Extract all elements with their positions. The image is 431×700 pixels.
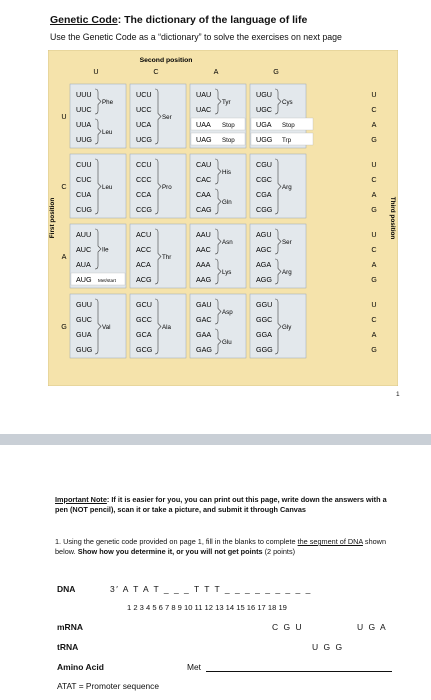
aa-Pro-CC: Pro [162, 183, 172, 191]
codon-AUU: AUU [76, 230, 92, 239]
second-base-C: C [153, 67, 159, 76]
aa-Cys-UG: Cys [282, 98, 293, 106]
position-numbers: 1 2 3 4 5 6 7 8 9 10 11 12 13 14 15 16 17 18 19 [127, 603, 287, 612]
codon-GCA: GCA [136, 330, 152, 339]
codon-CCC: CCC [136, 175, 152, 184]
aa-Gly-GG: Gly [282, 323, 292, 331]
dna-label: DNA [57, 584, 76, 594]
codon-CGU: CGU [256, 160, 272, 169]
codon-CCG: CCG [136, 205, 152, 214]
page-divider [0, 434, 431, 445]
codon-UCU: UCU [136, 90, 152, 99]
aa-Glu-GA: Glu [222, 338, 232, 346]
aa-inline-UGG: Trp [282, 137, 292, 144]
codon-UAU: UAU [196, 90, 212, 99]
third-base-0-A: A [371, 120, 377, 129]
codon-AAC: AAC [196, 245, 211, 254]
codon-GUU: GUU [76, 300, 92, 309]
codon-CGA: CGA [256, 190, 272, 199]
codon-UAA: UAA [196, 120, 211, 129]
third-base-1-U: U [371, 160, 377, 169]
codon-UUA: UUA [76, 120, 92, 129]
important-note [55, 495, 400, 515]
second-base-U: U [93, 67, 99, 76]
aa-Phe-UU: Phe [102, 98, 114, 106]
trna-label: tRNA [57, 642, 79, 652]
third-base-0-G: G [371, 135, 377, 144]
aa-Leu-UU: Leu [102, 128, 113, 136]
aa-Tyr-UA: Tyr [222, 98, 231, 106]
codon-CAC: CAC [196, 175, 212, 184]
codon-UUG: UUG [76, 135, 92, 144]
codon-CAG: CAG [196, 205, 212, 214]
aa-Gln-CA: Gln [222, 198, 232, 206]
codon-CCU: CCU [136, 160, 152, 169]
aa-Arg-AG: Arg [282, 268, 292, 276]
third-base-3-U: U [371, 300, 377, 309]
title-rest: : The dictionary of the language of life [117, 14, 308, 26]
codon-CGC: CGC [256, 175, 272, 184]
codon-GGA: GGA [256, 330, 272, 339]
aa-Ser-UC: Ser [162, 113, 172, 121]
codon-UUU: UUU [76, 90, 92, 99]
codon-CAU: CAU [196, 160, 212, 169]
aa-Val-GU: Val [102, 323, 111, 331]
page-subtitle: Use the Genetic Code as a “dictionary” to solve the exercises on next page [50, 32, 342, 42]
codon-GGC: GGC [256, 315, 273, 324]
third-base-3-C: C [371, 315, 377, 324]
note-lead: Important Note [55, 495, 107, 504]
codon-CUC: CUC [76, 175, 92, 184]
codon-UGG: UGG [256, 135, 273, 144]
codon-AAU: AAU [196, 230, 211, 239]
codon-GAA: GAA [196, 330, 212, 339]
third-base-1-C: C [371, 175, 377, 184]
aa-Asp-GA: Asp [222, 308, 233, 316]
aa-Thr-AC: Thr [162, 253, 172, 261]
question-prefix: 1. Using the genetic code provided on page 1, fill in the blanks to complete [55, 537, 298, 546]
codon-ACA: ACA [136, 260, 151, 269]
aa-Asn-AA: Asn [222, 238, 233, 246]
third-base-1-A: A [371, 190, 377, 199]
aa-inline-AUG: Met/start [98, 278, 116, 283]
third-base-0-C: C [371, 105, 377, 114]
codon-AAA: AAA [196, 260, 211, 269]
first-position-label: First position [49, 197, 56, 239]
amino-acid-label: Amino Acid [57, 662, 104, 672]
note-text: : If it is easier for you, you can print out this page, write down the answers with a pen (NOT pencil), scan it or take a picture, and submit it through Canvas [55, 495, 387, 514]
question-suffix: (2 points) [262, 546, 296, 556]
codon-UAG: UAG [196, 135, 212, 144]
aa-Lys-AA: Lys [222, 268, 232, 276]
aa-inline-UAG: Stop [222, 137, 235, 144]
aa-inline-UGA: Stop [282, 122, 295, 129]
codon-GCC: GCC [136, 315, 152, 324]
trna-codon[interactable]: U G G [312, 642, 344, 652]
codon-UAC: UAC [196, 105, 212, 114]
mrna-right-codon[interactable]: U G A [357, 622, 388, 632]
codon-GUC: GUC [76, 315, 92, 324]
codon-UGA: UGA [256, 120, 272, 129]
codon-UGC: UGC [256, 105, 272, 114]
codon-GGU: GGU [256, 300, 273, 309]
page-title [50, 14, 307, 26]
codon-CUU: CUU [76, 160, 92, 169]
question-underlined: the segment of DNA [297, 537, 363, 546]
codon-AUA: AUA [76, 260, 91, 269]
first-base-G: G [61, 322, 67, 331]
third-base-2-U: U [371, 230, 377, 239]
codon-CUA: CUA [76, 190, 92, 199]
codon-ACG: ACG [136, 275, 152, 284]
question-1 [55, 537, 400, 557]
third-base-3-A: A [371, 330, 377, 339]
codon-ACC: ACC [136, 245, 152, 254]
question-middle: shown below. [55, 537, 387, 556]
aa-Ser-AG: Ser [282, 238, 292, 246]
codon-GAC: GAC [196, 315, 212, 324]
codon-GAG: GAG [196, 345, 212, 354]
third-base-1-G: G [371, 205, 377, 214]
aa-Ala-GC: Ala [162, 323, 171, 331]
codon-GUG: GUG [76, 345, 93, 354]
page-number: 1 [396, 391, 400, 398]
codon-GGG: GGG [256, 345, 273, 354]
codon-CUG: CUG [76, 205, 92, 214]
second-base-A: A [213, 67, 219, 76]
codon-GAU: GAU [196, 300, 212, 309]
first-base-U: U [61, 112, 67, 121]
third-base-0-U: U [371, 90, 377, 99]
codon-AUC: AUC [76, 245, 92, 254]
codon-UCC: UCC [136, 105, 152, 114]
codon-UGU: UGU [256, 90, 272, 99]
codon-CGG: CGG [256, 205, 273, 214]
codon-CCA: CCA [136, 190, 152, 199]
amino-acid-answer-line[interactable] [206, 671, 392, 672]
dna-sequence[interactable]: 3′ A T A T _ _ _ T T T _ _ _ _ _ _ _ _ _ [110, 584, 312, 594]
promoter-note: ATAT = Promoter sequence [57, 681, 160, 691]
codon-CAA: CAA [196, 190, 211, 199]
third-base-2-A: A [371, 260, 377, 269]
codon-UUC: UUC [76, 105, 92, 114]
title-term: Genetic Code [50, 14, 118, 26]
aa-Ile-AU: Ile [102, 246, 109, 254]
codon-GUA: GUA [76, 330, 92, 339]
aa-Arg-CG: Arg [282, 183, 292, 191]
codon-AGA: AGA [256, 260, 272, 269]
mrna-label: mRNA [57, 622, 83, 632]
first-base-A: A [61, 252, 67, 261]
codon-GCU: GCU [136, 300, 152, 309]
codon-GCG: GCG [136, 345, 153, 354]
codon-ACU: ACU [136, 230, 152, 239]
codon-AGU: AGU [256, 230, 272, 239]
second-base-G: G [273, 67, 279, 76]
first-base-C: C [61, 182, 67, 191]
question-bold: Show how you determine it, or you will not get points [77, 546, 263, 556]
genetic-code-table [48, 50, 398, 386]
mrna-left-codon[interactable]: C G U [272, 622, 304, 632]
codon-UCA: UCA [136, 120, 152, 129]
second-position-label: Second position [139, 57, 193, 64]
aa-His-CA: His [222, 168, 231, 176]
codon-UCG: UCG [136, 135, 152, 144]
third-base-2-G: G [371, 275, 377, 284]
codon-AUG: AUG [76, 275, 92, 284]
aa-inline-UAA: Stop [222, 122, 235, 129]
amino-acid-met: Met [187, 662, 201, 672]
third-base-2-C: C [371, 245, 377, 254]
codon-AGG: AGG [256, 275, 272, 284]
third-position-label: Third position [389, 196, 396, 240]
third-base-3-G: G [371, 345, 377, 354]
aa-Leu-CU: Leu [102, 183, 113, 191]
codon-AAG: AAG [196, 275, 212, 284]
codon-AGC: AGC [256, 245, 272, 254]
